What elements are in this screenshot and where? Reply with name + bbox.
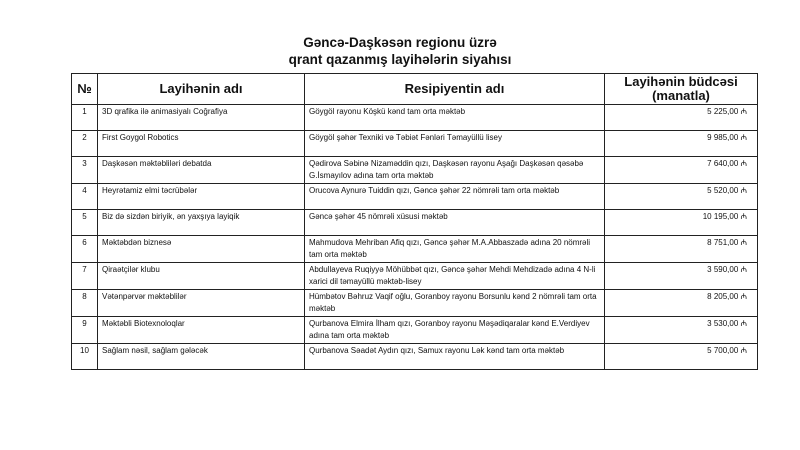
header-number: № — [72, 74, 98, 105]
project-name: Məktəbdən biznesə — [98, 236, 305, 263]
table-row — [72, 157, 758, 184]
budget-amount: 9 985,00 ₼ — [605, 131, 758, 157]
project-name: 3D qrafika ilə animasiyalı Coğrafiya — [98, 105, 305, 131]
table-row — [72, 131, 758, 157]
recipient-name: Qurbanova Səadət Aydın qızı, Samux rayonu Lək kənd tam orta məktəb — [305, 344, 605, 370]
grants-table — [71, 73, 758, 370]
row-number: 5 — [72, 210, 98, 236]
row-number: 1 — [72, 105, 98, 131]
recipient-name: Orucova Aynurə Tuiddin qızı, Gəncə şəhər 22 nömrəli tam orta məktəb — [305, 184, 605, 210]
recipient-name: Hümbətov Bəhruz Vaqif oğlu, Goranboy rayonu Borsunlu kənd 2 nömrəli tam orta məktəb — [305, 290, 605, 317]
row-number: 10 — [72, 344, 98, 370]
budget-amount: 5 700,00 ₼ — [605, 344, 758, 370]
title-line-2: qrant qazanmış layihələrin siyahısı — [288, 52, 512, 67]
budget-amount: 5 225,00 ₼ — [605, 105, 758, 131]
project-name: Biz də sizdən biriyik, ən yaxşıya layiqik — [98, 210, 305, 236]
table-header-row — [72, 74, 758, 105]
budget-amount: 3 530,00 ₼ — [605, 317, 758, 344]
recipient-name: Göygöl şəhər Texniki və Təbiət Fənləri Təmayüllü lisey — [305, 131, 605, 157]
row-number: 2 — [72, 131, 98, 157]
header-budget-line-2: (manatla) — [652, 88, 710, 103]
recipient-name: Mahmudova Mehriban Afiq qızı, Gəncə şəhər M.A.Abbaszadə adına 20 nömrəli tam orta məktəb — [305, 236, 605, 263]
header-project-name: Layihənin adı — [98, 74, 305, 105]
row-number: 4 — [72, 184, 98, 210]
recipient-name: Qurbanova Elmira İlham qızı, Goranboy rayonu Məşədiqaralar kənd E.Verdiyev adına tam orta məktəb — [305, 317, 605, 344]
table-row — [72, 317, 758, 344]
row-number: 9 — [72, 317, 98, 344]
row-number: 6 — [72, 236, 98, 263]
table-row — [72, 184, 758, 210]
recipient-name: Abdullayeva Ruqiyyə Möhübbət qızı, Gəncə şəhər Mehdi Mehdizadə adına 4 N-li xarici dil təmayüllü məktəb-lisey — [305, 263, 605, 290]
row-number: 7 — [72, 263, 98, 290]
recipient-name: Gəncə şəhər 45 nömrəli xüsusi məktəb — [305, 210, 605, 236]
recipient-name: Göygöl rayonu Köşkü kənd tam orta məktəb — [305, 105, 605, 131]
table-row — [72, 236, 758, 263]
document-title — [0, 34, 800, 68]
table-row — [72, 105, 758, 131]
project-name: Məktəbli Biotexnoloqlar — [98, 317, 305, 344]
table-row — [72, 263, 758, 290]
title-line-1: Gəncə-Daşkəsən regionu üzrə — [303, 35, 497, 50]
budget-amount: 10 195,00 ₼ — [605, 210, 758, 236]
header-recipient-name: Resipiyentin adı — [305, 74, 605, 105]
budget-amount: 8 205,00 ₼ — [605, 290, 758, 317]
header-budget — [605, 74, 758, 105]
table-row — [72, 290, 758, 317]
row-number: 3 — [72, 157, 98, 184]
project-name: First Goygol Robotics — [98, 131, 305, 157]
budget-amount: 7 640,00 ₼ — [605, 157, 758, 184]
project-name: Sağlam nəsil, sağlam gələcək — [98, 344, 305, 370]
header-budget-line-1: Layihənin büdcəsi — [624, 74, 738, 89]
project-name: Qiraətçilər klubu — [98, 263, 305, 290]
recipient-name: Qədirova Səbinə Nizaməddin qızı, Daşkəsən rayonu Aşağı Daşkəsən qəsəbə G.İsmayılov adına tam orta məktəb — [305, 157, 605, 184]
project-name: Vətənpərvər məktəblilər — [98, 290, 305, 317]
budget-amount: 3 590,00 ₼ — [605, 263, 758, 290]
table-row — [72, 344, 758, 370]
budget-amount: 8 751,00 ₼ — [605, 236, 758, 263]
project-name: Daşkəsən məktəbliləri debatda — [98, 157, 305, 184]
row-number: 8 — [72, 290, 98, 317]
table-row — [72, 210, 758, 236]
budget-amount: 5 520,00 ₼ — [605, 184, 758, 210]
project-name: Heyrətamiz elmi təcrübələr — [98, 184, 305, 210]
